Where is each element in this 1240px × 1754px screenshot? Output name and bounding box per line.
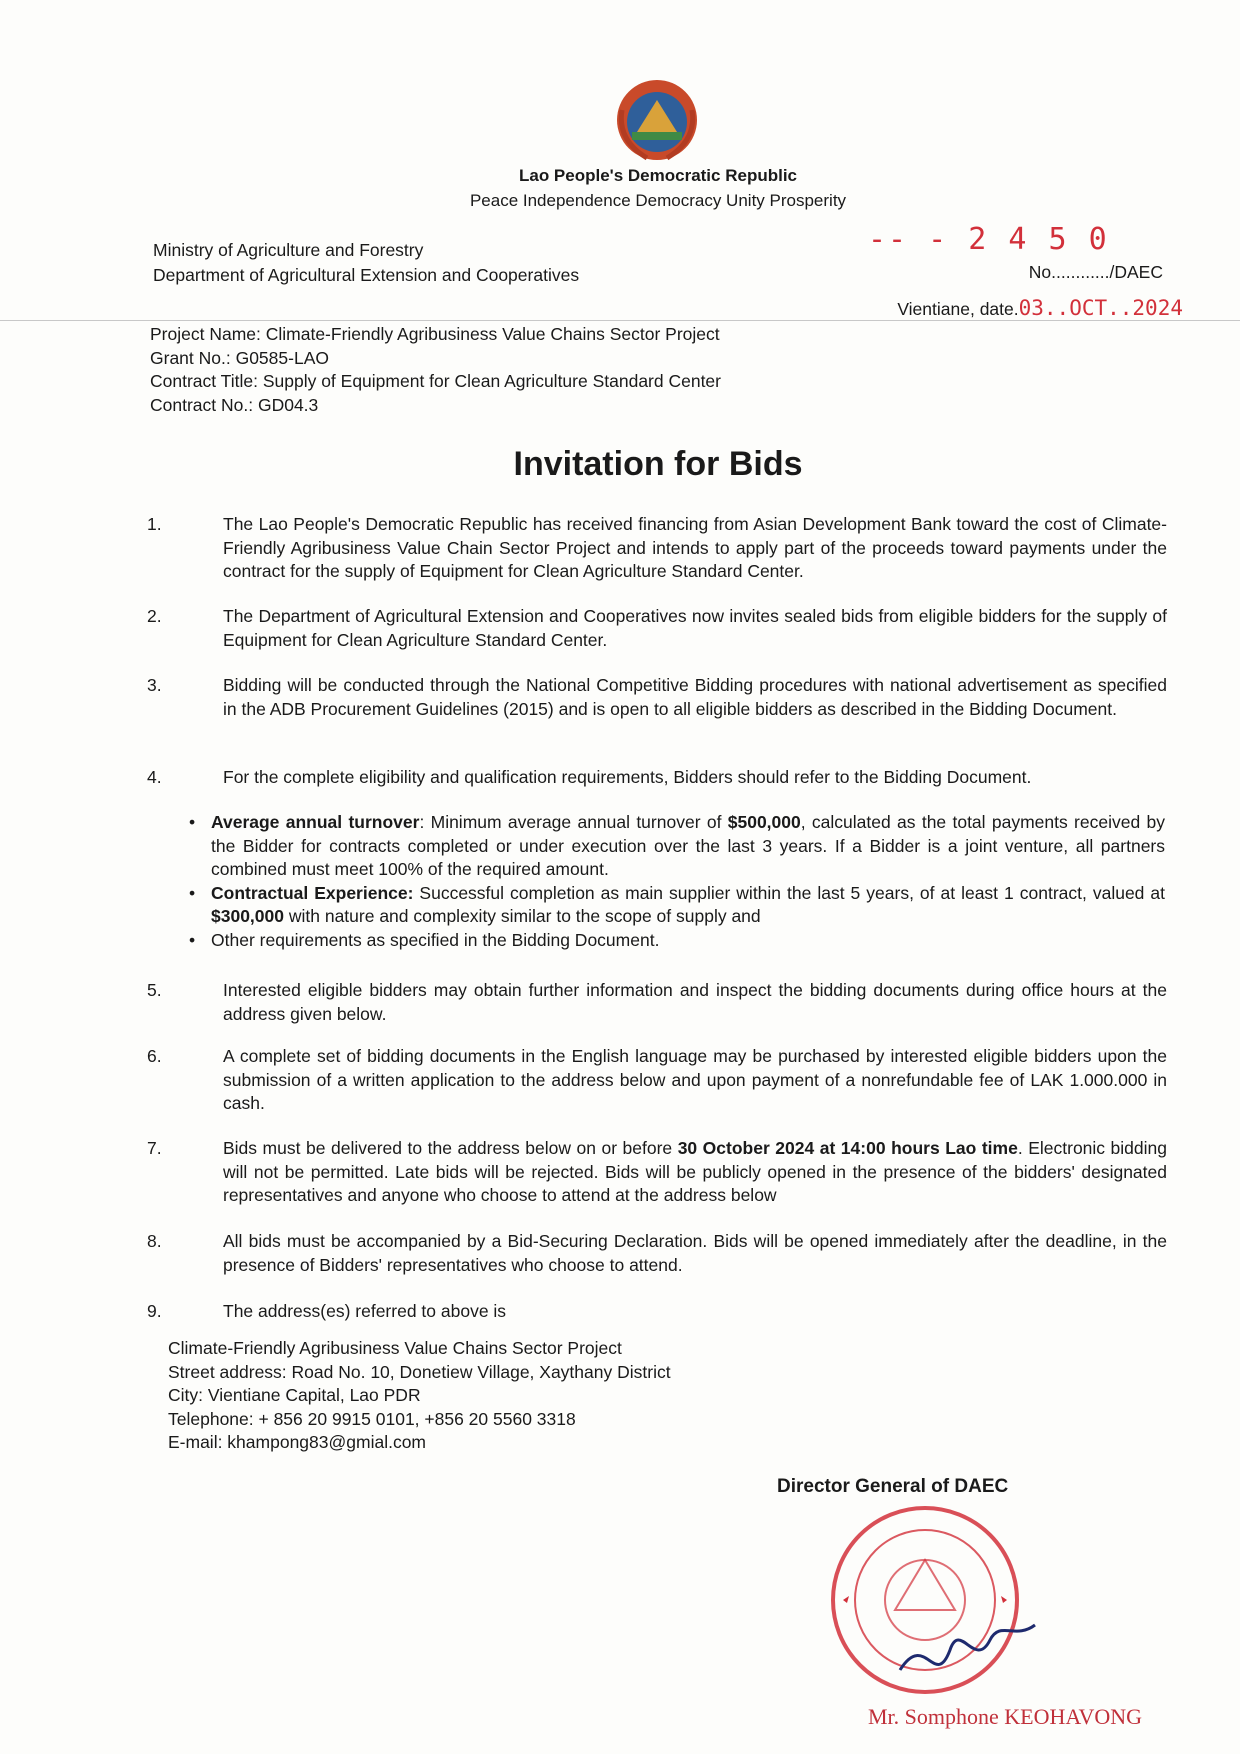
signatory-name: Mr. Somphone KEOHAVONG (868, 1704, 1142, 1729)
address-block (168, 1337, 671, 1455)
paragraph-8 (147, 1230, 1167, 1277)
paragraph-text: The Lao People's Democratic Republic has received financing from Asian Development Bank toward the cost of Climate-Friendly Agribusiness Value Chain Sector Project and intends to apply part of the proceeds toward payments under the contract for the supply of Equipment for Clean Agriculture Standard Center. (223, 514, 1167, 581)
bullet-label: Contractual Experience: (211, 882, 414, 903)
paragraph-text: Bidding will be conducted through the National Competitive Bidding procedures with national advertisement as specified in the ADB Procurement Guidelines (2015) and is open to all eligible bidders as described in the Bidding Document. (223, 675, 1167, 719)
list-item: • Contractual Experience: Successful completion as main supplier within the last 5 years, of at least 1 contract, valued at $300,000 with nature and complexity similar to the scope of supply and (211, 882, 1165, 929)
address-telephone: Telephone: + 856 20 9915 0101, +856 20 5560 3318 (168, 1408, 576, 1429)
ministry-name: Ministry of Agriculture and Forestry (153, 240, 424, 260)
paragraph-number: 5. (147, 980, 162, 1000)
paragraph-5 (147, 979, 1167, 1026)
header-divider (0, 320, 1240, 321)
paragraph-number: 2. (147, 606, 162, 626)
official-seal-stamp (815, 1500, 1045, 1730)
handwritten-date: 03..OCT..2024 (1018, 296, 1183, 320)
lao-national-emblem-icon (607, 70, 707, 170)
list-item: • Average annual turnover: Minimum average annual turnover of $500,000, calculated as the total payments received by the Bidder for contracts completed or under execution over the last 3 years. If a Bidder is a joint venture, all partners combined must meet 100% of the required amount. (211, 811, 1165, 882)
paragraph-text: The address(es) referred to above is (223, 1301, 507, 1321)
project-name: Project Name: Climate-Friendly Agribusiness Value Chains Sector Project (150, 324, 720, 344)
paragraph-number: 7. (147, 1138, 162, 1158)
country-name: Lao People's Democratic Republic (518, 166, 797, 185)
paragraph-text: For the complete eligibility and qualification requirements, Bidders should refer to the Bidding Document. (223, 767, 1032, 787)
paragraph-6 (147, 1045, 1167, 1116)
contract-number: Contract No.: GD04.3 (150, 394, 319, 415)
department-name: Department of Agricultural Extension and Cooperatives (153, 265, 580, 285)
page-title: Invitation for Bids (513, 445, 803, 483)
paragraph-text: All bids must be accompanied by a Bid-Securing Declaration. Bids will be opened immediately after the deadline, in the presence of Bidders' representatives who choose to attend. (223, 1231, 1167, 1275)
paragraph-2 (147, 605, 1167, 652)
document-number: No............/DAEC (1028, 262, 1163, 282)
paragraph-3 (147, 674, 1167, 721)
paragraph-text: The Department of Agricultural Extension and Cooperatives now invites sealed bids from eligible bidders for the supply of Equipment for Clean Agriculture Standard Center. (223, 606, 1167, 650)
bid-deadline: 30 October 2024 at 14:00 hours Lao time (677, 1138, 1018, 1158)
list-item: • Other requirements as specified in the Bidding Document. (211, 929, 1165, 953)
paragraph-number: 3. (147, 675, 162, 695)
paragraph-number: 9. (147, 1301, 162, 1321)
national-motto: Peace Independence Democracy Unity Prosperity (469, 191, 847, 210)
address-project: Climate-Friendly Agribusiness Value Chains Sector Project (168, 1338, 622, 1358)
paragraph-1 (147, 513, 1167, 584)
paragraph-9 (147, 1300, 1167, 1324)
requirements-list (145, 811, 1165, 952)
address-city: City: Vientiane Capital, Lao PDR (168, 1385, 421, 1405)
contract-title: Contract Title: Supply of Equipment for Clean Agriculture Standard Center (150, 371, 721, 391)
paragraph-text: A complete set of bidding documents in the English language may be purchased by interested eligible bidders upon the submission of a written application to the address below and upon payment of a nonrefundable fee of LAK 1.000.000 in cash. (223, 1046, 1167, 1113)
paragraph-number: 6. (147, 1046, 162, 1066)
bullet-label: Average annual turnover (211, 812, 420, 832)
contract-amount: $300,000 (211, 906, 284, 926)
signatory-title: Director General of DAEC (777, 1476, 1009, 1497)
paragraph-number: 1. (147, 514, 162, 534)
paragraph-number: 4. (147, 767, 162, 787)
paragraph-number: 8. (147, 1231, 162, 1251)
address-email[interactable]: E-mail: khampong83@gmial.com (168, 1432, 427, 1452)
address-street: Street address: Road No. 10, Donetiew Village, Xaythany District (168, 1361, 671, 1382)
date-prefix: Vientiane, date. (897, 299, 1019, 319)
paragraph-7: 7. Bids must be delivered to the address below on or before 30 October 2024 at 14:00 hours Lao time. Electronic bidding will not be permitted. Late bids will be rejected. Bids will be publicly opened in the presence of the bidders' designated representatives and anyone who choose to attend at the address below (147, 1137, 1167, 1208)
issue-date (897, 296, 1183, 320)
issuer-block (153, 238, 579, 288)
grant-number: Grant No.: G0585-LAO (150, 347, 329, 368)
paragraph-4 (147, 766, 1167, 790)
handwritten-reference-number: -- - 2 4 5 0 (868, 222, 1109, 257)
paragraph-text: Interested eligible bidders may obtain further information and inspect the bidding documents during office hours at the address given below. (223, 980, 1167, 1024)
turnover-amount: $500,000 (727, 812, 801, 832)
project-info (150, 323, 721, 417)
